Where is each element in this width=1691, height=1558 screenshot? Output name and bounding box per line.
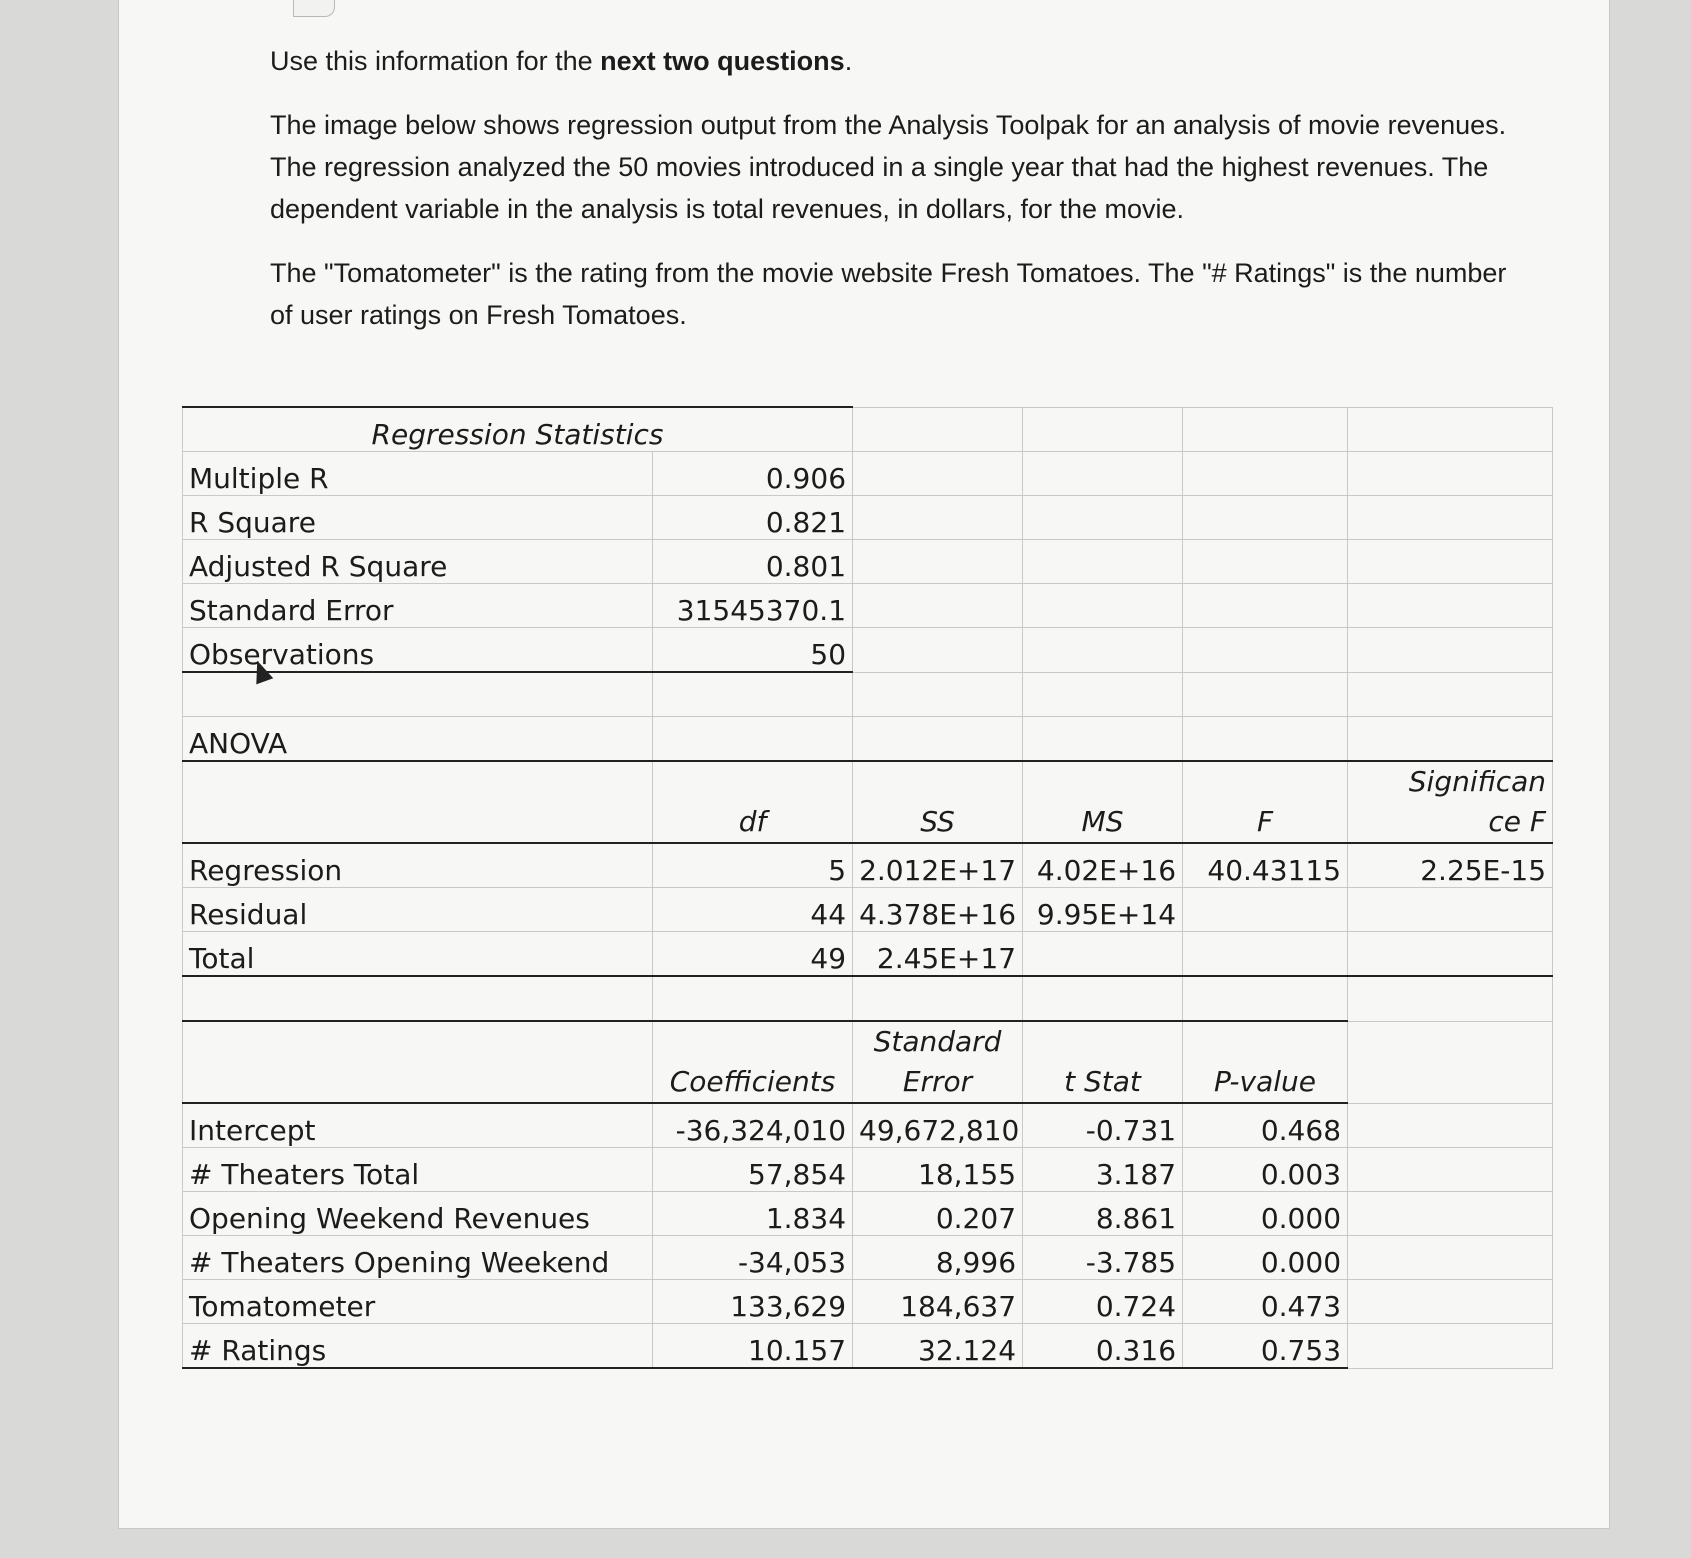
coef-se: 184,637 [853,1280,1023,1324]
table-row [183,1192,1553,1236]
coef-header-t-stat: t Stat [1023,1021,1183,1103]
coef-p: 0.753 [1183,1324,1348,1369]
anova-ms [1023,932,1183,977]
question-intro [270,40,1520,358]
anova-ss: 2.45E+17 [853,932,1023,977]
regstat-value: 50 [653,628,853,673]
regstat-label: R Square [183,496,653,540]
coef-t: 3.187 [1023,1148,1183,1192]
coef-label: # Theaters Total [183,1148,653,1192]
anova-sig: 2.25E-15 [1348,843,1553,888]
regstat-value: 0.821 [653,496,853,540]
anova-title: ANOVA [183,717,653,762]
table-row [183,584,1553,628]
regstat-label: Adjusted R Square [183,540,653,584]
anova-title-row [183,717,1553,762]
anova-f [1183,932,1348,977]
coef-header-row [183,1021,1553,1103]
anova-label: Residual [183,888,653,932]
table-row [183,452,1553,496]
corner-tab [293,0,335,17]
coef-value: 1.834 [653,1192,853,1236]
coef-header-coefficients: Coefficients [653,1021,853,1103]
intro-paragraph-3: The "Tomatometer" is the rating from the movie website Fresh Tomatoes. The "# Ratings" is the number of user ratings on Fresh Tomatoes. [270,258,1507,330]
coef-value: -34,053 [653,1236,853,1280]
coef-label: Tomatometer [183,1280,653,1324]
anova-f [1183,888,1348,932]
coef-header-standard-error: Standard Error [853,1021,1023,1103]
regstat-value: 0.801 [653,540,853,584]
anova-ss: 4.378E+16 [853,888,1023,932]
anova-header-f: F [1183,761,1348,843]
coef-p: 0.000 [1183,1192,1348,1236]
blank-row [183,672,1553,717]
coef-value: 57,854 [653,1148,853,1192]
coef-t: 8.861 [1023,1192,1183,1236]
table-row [183,1103,1553,1148]
anova-header-significance: Significan ce F [1348,761,1553,843]
coef-p: 0.003 [1183,1148,1348,1192]
anova-header-ss: SS [853,761,1023,843]
anova-header-row [183,761,1553,843]
coef-se: 32.124 [853,1324,1023,1369]
anova-label: Regression [183,843,653,888]
coef-label: Intercept [183,1103,653,1148]
anova-df: 44 [653,888,853,932]
regstats-title: Regression Statistics [183,407,853,452]
anova-header-ms: MS [1023,761,1183,843]
regression-output [182,406,1552,1369]
coef-value: 133,629 [653,1280,853,1324]
table-row [183,496,1553,540]
anova-df: 5 [653,843,853,888]
coef-p: 0.000 [1183,1236,1348,1280]
table-row [183,888,1553,932]
coef-header-p-value: P-value [1183,1021,1348,1103]
coef-label: # Theaters Opening Weekend [183,1236,653,1280]
anova-f: 40.43115 [1183,843,1348,888]
table-row [183,1324,1553,1369]
anova-ms: 4.02E+16 [1023,843,1183,888]
table-row [183,1148,1553,1192]
anova-header-df: df [653,761,853,843]
table-row [183,540,1553,584]
coef-label: Opening Weekend Revenues [183,1192,653,1236]
coef-t: -3.785 [1023,1236,1183,1280]
regression-grid [182,406,1553,1369]
regstat-label: Observations [183,628,653,673]
coef-t: 0.316 [1023,1324,1183,1369]
coef-t: 0.724 [1023,1280,1183,1324]
anova-df: 49 [653,932,853,977]
regstats-title-row [183,407,1553,452]
coef-se: 0.207 [853,1192,1023,1236]
coef-t: -0.731 [1023,1103,1183,1148]
intro-line-1: Use this information for the next two questions. [270,46,853,76]
coef-value: 10.157 [653,1324,853,1369]
coef-p: 0.468 [1183,1103,1348,1148]
coef-se: 18,155 [853,1148,1023,1192]
intro-bold: next two questions [600,46,845,76]
intro-paragraph-2: The image below shows regression output from the Analysis Toolpak for an analysis of movie revenues. The regression analyzed the 50 movies introduced in a single year that had the highest revenues. The dependent variable in the analysis is total revenues, in dollars, for the movie. [270,110,1507,224]
table-row [183,932,1553,977]
coef-label: # Ratings [183,1324,653,1369]
anova-ms: 9.95E+14 [1023,888,1183,932]
blank-row [183,976,1553,1021]
regstat-label: Standard Error [183,584,653,628]
anova-sig [1348,932,1553,977]
coef-se: 8,996 [853,1236,1023,1280]
table-row [183,1236,1553,1280]
coef-p: 0.473 [1183,1280,1348,1324]
coef-se: 49,672,810 [853,1103,1023,1148]
table-row [183,628,1553,673]
regstat-value: 0.906 [653,452,853,496]
table-row [183,843,1553,888]
regstat-value: 31545370.1 [653,584,853,628]
anova-sig [1348,888,1553,932]
table-row [183,1280,1553,1324]
anova-ss: 2.012E+17 [853,843,1023,888]
coef-value: -36,324,010 [653,1103,853,1148]
regstat-label: Multiple R [183,452,653,496]
anova-label: Total [183,932,653,977]
